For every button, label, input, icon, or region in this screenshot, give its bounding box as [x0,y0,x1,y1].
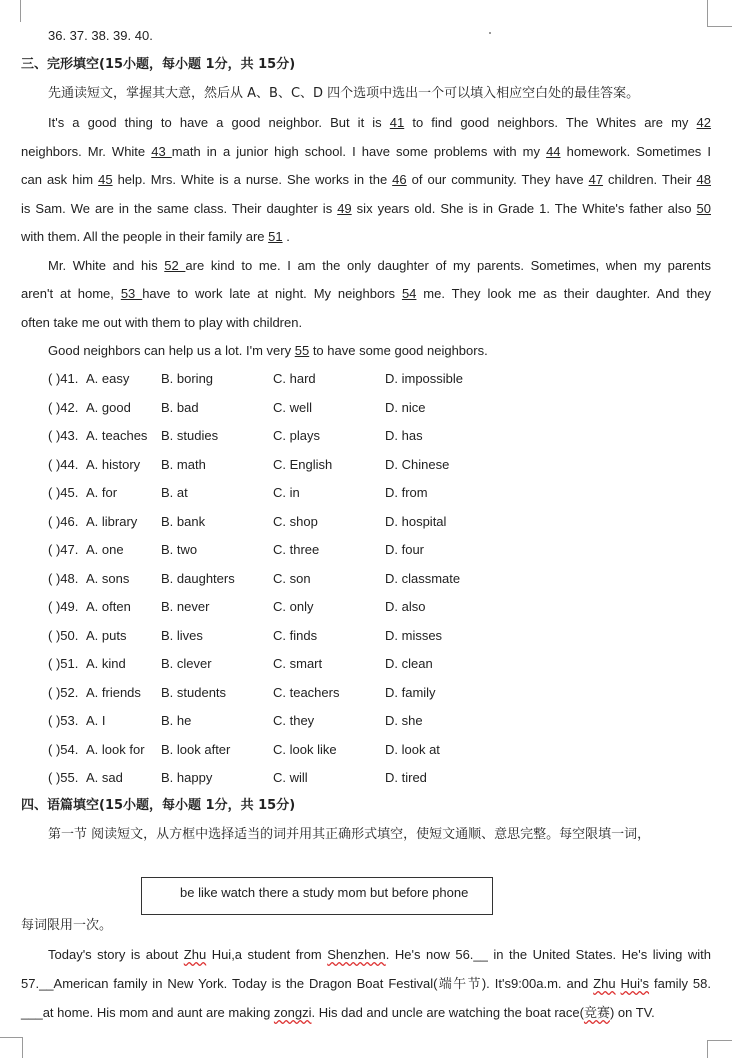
blank-51: 51 [268,229,283,244]
option-c: C. look like [273,741,337,757]
option-d: D. also [385,599,426,614]
proper-noun: Hui's [620,976,650,991]
blank-52: 52 [164,258,186,273]
text: can ask him [21,172,99,187]
option-b: B. bad [161,399,199,415]
question-number: ( )47. [48,542,79,557]
crop-mark-bottom-left [0,1037,23,1058]
option-a: A. one [86,542,124,557]
crop-mark-top-left [0,0,21,22]
option-d: D. misses [385,627,443,643]
option-b: B. he [161,713,192,728]
option-c: C. they [273,713,315,728]
text: family 58. [649,976,711,991]
option-a: A. teaches [86,428,148,443]
section3-heading: 三、完形填空(15小题，每小题 1分，共 15分) [21,57,296,72]
text: . [282,229,290,244]
text: me. They look me as their daughter. And they [416,286,712,301]
text: are kind to me. I am the only daughter of my parents. Sometimes, when my parents [185,258,712,273]
text: Today's story is about [48,947,184,962]
passage-line [48,342,488,360]
option-d: D. Chinese [385,456,450,472]
option-b: B. at [161,485,188,500]
option-c: C. finds [273,627,318,643]
proper-noun: zongzi [273,1005,312,1020]
option-b: B. studies [161,428,219,443]
blank-43: 43 [151,144,172,159]
blank-41: 41 [389,115,405,130]
passage-line [48,114,711,132]
proper-noun: Zhu [593,976,616,991]
section4-heading: 四、语篇填空(15小题，每小题 1分，共 15分) [21,798,296,813]
option-b: B. lives [161,627,203,643]
option-c: C. well [273,399,313,415]
passage-line [21,200,711,218]
option-a: A. good [86,399,131,415]
text: aren't at home, [21,286,121,301]
option-a: A. look for [86,741,145,757]
text: homework. Sometimes I [560,144,711,159]
option-b: B. look after [161,741,231,757]
option-a: A. library [86,513,138,529]
option-d: D. she [385,713,423,728]
blank-53: 53 [120,286,143,301]
blank-55: 55 [294,343,310,358]
blank-44: 44 [546,144,561,159]
question-number: ( )43. [48,428,79,443]
option-c: C. in [273,485,300,500]
word-box-words: be like watch there a study mom but before phone [180,885,469,900]
option-d: D. impossible [385,371,464,386]
text: . He's now 56.__ in the United States. He's living with [385,947,711,962]
text: Hui,a student from [206,947,328,962]
text: six years old. She is in Grade 1. The White's father also [351,201,697,216]
question-number: ( )44. [48,456,79,472]
option-a: A. friends [86,684,141,700]
option-a: A. often [86,599,131,614]
blank-54: 54 [401,286,417,301]
option-a: A. history [86,456,141,472]
crop-mark-top-right [707,0,732,27]
text: neighbors. Mr. White [21,144,152,159]
option-c: C. plays [273,428,320,443]
text: Mr. White and his [48,258,165,273]
blank-46: 46 [392,172,407,187]
option-c: C. shop [273,513,318,529]
text: 57.__American family in New York. Today is the Dragon Boat Festival(端午节). It's9:00a.m. and [21,976,594,991]
text: math in a junior high school. I have some problems with my [171,144,547,159]
question-number: ( )45. [48,485,79,500]
question-number: ( )42. [48,399,79,415]
text: . His dad and uncle are watching the boat race( [311,1005,584,1020]
option-b: B. daughters [161,570,235,586]
option-a: A. for [86,485,118,500]
text: help. Mrs. White is a nurse. She works in the [112,172,393,187]
passage-line [21,143,711,161]
question-number: ( )52. [48,684,79,700]
question-number: ( )55. [48,770,79,785]
option-b: B. happy [161,770,213,785]
question-number: ( )46. [48,513,79,529]
blank-49: 49 [337,201,352,216]
option-d: D. four [385,542,425,557]
question-number: ( )51. [48,656,79,671]
option-c: C. teachers [273,684,340,700]
text: children. Their [603,172,697,187]
option-b: B. never [161,599,210,614]
option-a: A. easy [86,371,130,386]
option-d: D. classmate [385,570,461,586]
proper-noun: Zhu [183,947,207,962]
section4-instruction: 第一节 阅读短文，从方框中选择适当的词并用其正确形式填空，使短文通顺、意思完整。每空限填一词， [48,827,651,842]
question-number: ( )53. [48,713,79,728]
option-c: C. only [273,599,314,614]
text: of our community. They have [406,172,589,187]
section4-instruction-end: 每词限用一次。 [21,918,113,933]
option-c: C. son [273,570,311,586]
option-c: C. English [273,456,333,472]
blank-48: 48 [696,172,711,187]
question-number: ( )41. [48,371,79,386]
option-b: B. bank [161,513,206,529]
blank-45: 45 [98,172,113,187]
option-b: B. boring [161,371,214,386]
option-b: B. math [161,456,206,472]
text: Good neighbors can help us a lot. I'm very [48,343,295,358]
proper-noun: 竞赛 [583,1005,610,1020]
passage-line: often take me out with them to play with children. [21,315,303,330]
text: to have some good neighbors. [309,343,488,358]
option-c: C. smart [273,656,323,671]
option-c: C. three [273,542,320,557]
question-number: ( )49. [48,599,79,614]
question-number: ( )50. [48,627,79,643]
text: to find good neighbors. The Whites are my [404,115,697,130]
option-c: C. will [273,770,308,785]
text: ___at home. His mom and aunt are making [21,1005,274,1020]
passage-line [48,946,711,964]
passage-line [21,171,711,189]
option-d: D. hospital [385,513,447,529]
passage-line [21,1004,655,1022]
passage-line [21,285,711,303]
question-number: ( )54. [48,741,79,757]
option-a: A. kind [86,656,126,671]
option-d: D. from [385,485,428,500]
section3-instruction: 先通读短文，掌握其大意，然后从 A、B、C、D 四个选项中选出一个可以填入相应空白处的最佳答案。 [48,86,640,101]
word-box [141,877,493,915]
option-b: B. clever [161,656,212,671]
option-d: D. nice [385,399,426,415]
question-number: ( )48. [48,570,79,586]
text: ) on TV. [609,1005,655,1020]
option-a: A. sons [86,570,130,586]
crop-mark-bottom-right [707,1040,732,1058]
option-d: D. look at [385,741,440,757]
text: with them. All the people in their family are [21,229,269,244]
option-d: D. family [385,684,436,700]
text: have to work late at night. My neighbors [142,286,402,301]
text: is Sam. We are in the same class. Their daughter is [21,201,338,216]
option-a: A. I [86,713,106,728]
blank-47: 47 [588,172,604,187]
option-c: C. hard [273,371,316,386]
proper-noun: Shenzhen [327,947,386,962]
text: It's a good thing to have a good neighbor. But it is [48,115,390,130]
option-d: D. tired [385,770,427,785]
previous-answer-numbers: 36. 37. 38. 39. 40. [48,28,153,43]
blank-50: 50 [696,201,711,216]
option-a: A. sad [86,770,123,785]
passage-line [21,975,711,993]
option-d: D. clean [385,656,433,671]
passage-line [48,257,711,275]
option-a: A. puts [86,627,127,643]
blank-42: 42 [696,115,712,130]
option-b: B. students [161,684,227,700]
stray-dot [489,32,491,34]
option-b: B. two [161,542,198,557]
passage-line [21,228,290,246]
option-d: D. has [385,428,423,443]
